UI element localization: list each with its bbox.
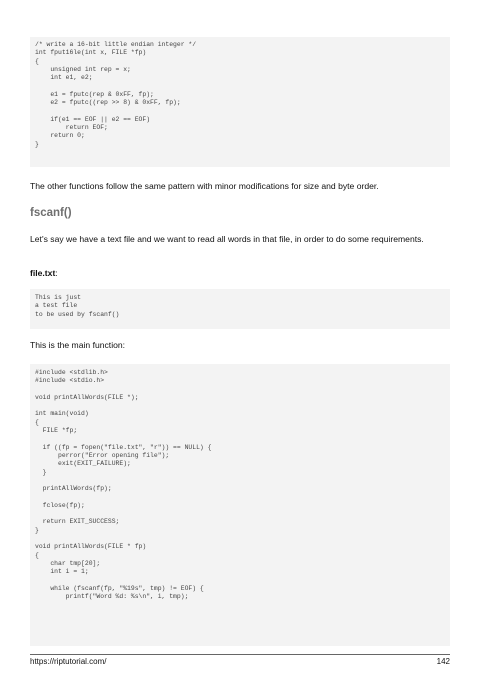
code-line: e2 = fputc((rep >> 8) & 0xFF, fp);: [35, 99, 181, 107]
code-line: This is just: [35, 294, 82, 301]
code-line: unsigned int rep = x;: [35, 65, 131, 73]
code-line: void printAllWords(FILE *);: [35, 393, 139, 401]
code-line: to be used by fscanf(): [35, 310, 120, 318]
code-line: fclose(fp);: [35, 501, 85, 509]
section-heading-fscanf: fscanf(): [30, 207, 72, 219]
code-line: if ((fp = fopen("file.txt", "r")) == NULL) {: [35, 443, 212, 451]
code-line: exit(EXIT_FAILURE);: [35, 460, 131, 468]
paragraph-main-function: This is the main function:: [30, 340, 126, 350]
code-block-file-txt: [30, 289, 450, 329]
code-line: char tmp[20];: [35, 559, 101, 567]
code-line: a test file: [35, 302, 78, 310]
code-line: return 0;: [35, 132, 85, 140]
code-line: }: [35, 140, 39, 148]
code-block-main: [30, 364, 450, 646]
paragraph-other-functions: The other functions follow the same pattern with minor modifications for size and byte order.: [30, 181, 379, 191]
code-line: [35, 493, 445, 501]
code-line: [35, 435, 445, 443]
code-line: [35, 535, 445, 543]
code-line: /* write a 16-bit little endian integer */: [35, 41, 197, 48]
code-line: void printAllWords(FILE * fp): [35, 543, 147, 551]
code-line: [35, 82, 445, 90]
code-line: printf("Word %d: %s\n", i, tmp);: [35, 593, 189, 601]
code-line: if(e1 == EOF || e2 == EOF): [35, 115, 151, 123]
code-line: [35, 386, 445, 394]
code-line: printAllWords(fp);: [35, 485, 112, 493]
code-line: }: [35, 468, 47, 476]
paragraph-intro: Let's say we have a text file and we want to read all words in that file, in order to do some requirements.: [30, 234, 424, 244]
code-line: [35, 510, 445, 518]
code-line: }: [35, 526, 39, 534]
footer-divider: [30, 654, 450, 655]
file-label: [30, 268, 58, 278]
file-label-name: file.txt: [30, 268, 56, 278]
code-line: int e1, e2;: [35, 74, 93, 82]
code-line: [35, 107, 445, 115]
code-line: {: [35, 418, 39, 426]
code-line: #include <stdlib.h>: [35, 369, 108, 376]
code-line: {: [35, 57, 39, 65]
code-line: perror("Error opening file");: [35, 451, 170, 459]
code-line: int main(void): [35, 410, 89, 418]
code-block-fput16le: [30, 37, 450, 167]
code-line: e1 = fputc(rep & 0xFF, fp);: [35, 90, 154, 98]
code-line: [35, 477, 445, 485]
code-line: {: [35, 551, 39, 559]
code-line: #include <stdio.h>: [35, 377, 105, 385]
code-line: [35, 576, 445, 584]
code-line: int i = 1;: [35, 568, 89, 576]
code-line: FILE *fp;: [35, 427, 78, 435]
code-line: return EXIT_SUCCESS;: [35, 518, 120, 526]
code-line: while (fscanf(fp, "%19s", tmp) != EOF) {: [35, 584, 204, 592]
file-label-colon: :: [55, 268, 58, 278]
code-line: return EOF;: [35, 123, 108, 131]
code-line: [35, 402, 445, 410]
code-line: int fput16le(int x, FILE *fp): [35, 49, 147, 57]
footer-page-number: 142: [436, 657, 450, 666]
footer-url-link[interactable]: https://riptutorial.com/: [30, 657, 107, 666]
